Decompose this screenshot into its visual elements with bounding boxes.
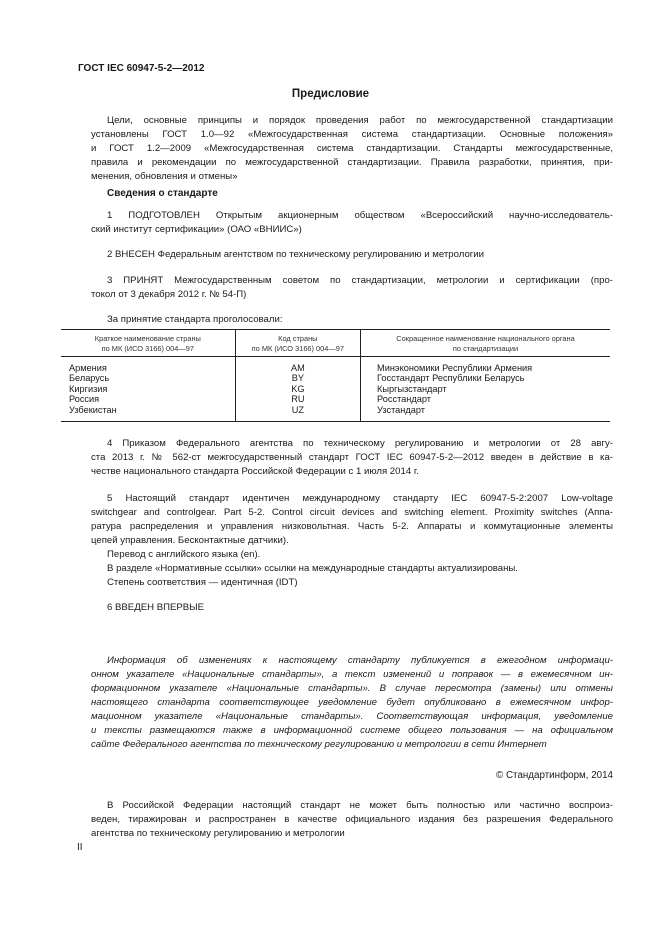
doc-code-header: ГОСТ IEC 60947-5-2—2012 [78,63,205,74]
text-line: 5 Настоящий стандарт идентичен международному стандарту IEC 60947-5-2:2007 Low-voltage [107,493,613,504]
text-line: агентства по техническому регулированию и метрологии [91,828,345,839]
info-heading: Сведения о стандарте [107,188,218,199]
cell-organization: Узстандарт [361,405,610,422]
cell-code: AM [235,357,360,374]
cell-country: Узбекистан [61,405,235,422]
text-line: честве национального стандарта Российской Федерации с 1 июля 2014 г. [91,466,419,477]
header-line: по МК (ИСО 3166) 004—97 [251,343,345,353]
text-line: Перевод с английского языка (en). [107,549,261,560]
text-line: настоящего стандарта соответствующее уведомление будет опубликовано в ежемесячном инфор- [91,697,613,708]
text-line: и ГОСТ 1.2—2009 «Межгосударственная система стандартизации. Стандарты межгосударственные, [91,143,613,154]
header-line: Код страны [278,334,318,343]
text-line: ста 2013 г. № 562-ст межгосударственный стандарт ГОСТ IEC 60947-5-2—2012 введен в действие в ка- [91,452,613,463]
voted-caption: За принятие стандарта проголосовали: [107,314,283,325]
cell-code: BY [235,373,360,383]
table-row [61,394,610,404]
text-line: Степень соответствия — идентичная (IDT) [107,577,298,588]
cell-organization: Госстандарт Республики Беларусь [361,373,610,383]
text-line: цепей управления. Бесконтактные датчики). [91,535,289,546]
text-line: правила и рекомендации по межгосударственной стандартизации. Правила разработки, принятия, при- [91,157,613,168]
cell-country: Беларусь [69,373,110,384]
text-line: и тексты размещаются также в информационной системе общего пользования — на официальном [91,725,613,736]
foreword-title: Предисловие [291,88,370,100]
text-line: онном указателе «Национальные стандарты», а текст изменений и поправок — в ежемесячном ин- [91,669,613,680]
cell-country: Киргизия [69,383,108,394]
text-line: мационном указателе «Национальные стандарты». Соответствующая информация, уведомление [91,711,613,722]
cell-country: Россия [69,394,100,405]
item-2: 2 ВНЕСЕН Федеральным агентством по техническому регулированию и метрологии [107,249,485,260]
text-line: В разделе «Нормативные ссылки» ссылки на международные стандарты актуализированы. [107,563,518,574]
cell-organization: Кыргызстандарт [361,384,610,394]
header-line: Краткое наименование страны [94,334,201,343]
text-line: 3 ПРИНЯТ Межгосударственным советом по стандартизации, метрологии и сертификации (про- [107,275,613,286]
page-number: II [77,842,83,853]
header-line: по МК (ИСО 3166) 004—97 [101,343,194,353]
text-line: менения, обновления и отмены» [91,171,238,182]
copyright: © Стандартинформ, 2014 [496,770,613,781]
text-line: switchgear and controlgear. Part 5-2. Control circuit devices and switching element. Proximity switches (Аппа- [91,507,613,518]
cell-code: KG [235,384,360,394]
cell-code: RU [235,394,360,404]
text-line: веден, тиражирован и распространен в качестве официального издания без разрешения Федерального [91,814,613,825]
text-line: токол от 3 декабря 2012 г. № 54-П) [91,289,247,300]
voting-table [61,329,610,422]
text-line: 1 ПОДГОТОВЛЕН Открытым акционерным обществом «Всероссийский научно-исследователь- [107,210,613,221]
table-row [61,357,610,374]
table-header-row [61,330,610,357]
table-header-code [235,330,360,357]
table-row [61,373,610,383]
cell-organization: Росстандарт [361,394,610,404]
item-6: 6 ВВЕДЕН ВПЕРВЫЕ [107,602,205,613]
cell-code: UZ [235,405,360,422]
text-line: сайте Федерального агентства по техническому регулированию и метрологии в сети Интернет [91,739,547,750]
header-line: Сокращенное наименование национального органа [396,334,575,343]
cell-organization: Минэкономики Республики Армения [361,357,610,374]
table-header-organization [361,330,610,357]
text-line: установлены ГОСТ 1.0—92 «Межгосударственная система стандартизации. Основные положения» [91,129,613,140]
text-line: ский институт сертификации» (ОАО «ВНИИС») [91,224,302,235]
text-line: В Российской Федерации настоящий стандарт не может быть полностью или частично воспроиз- [107,800,613,811]
text-line: 4 Приказом Федерального агентства по техническому регулированию и метрологии от 28 авгу- [107,438,613,449]
table-row [61,405,610,422]
cell-country: Армения [69,363,107,373]
table-row [61,384,610,394]
text-line: Информация об изменениях к настоящему стандарту публикуется в ежегодном информаци- [107,655,613,666]
text-line: формационном указателе «Национальные стандарты». В случае пересмотра (замены) или отмены [91,683,613,694]
text-line: Цели, основные принципы и порядок проведения работ по межгосударственной стандартизации [107,115,613,126]
table-header-country [61,330,235,357]
header-line: по стандартизации [452,343,519,353]
text-line: ратура распределения и управления низковольтная. Часть 5-2. Аппараты и коммутационные элементы [91,521,613,532]
